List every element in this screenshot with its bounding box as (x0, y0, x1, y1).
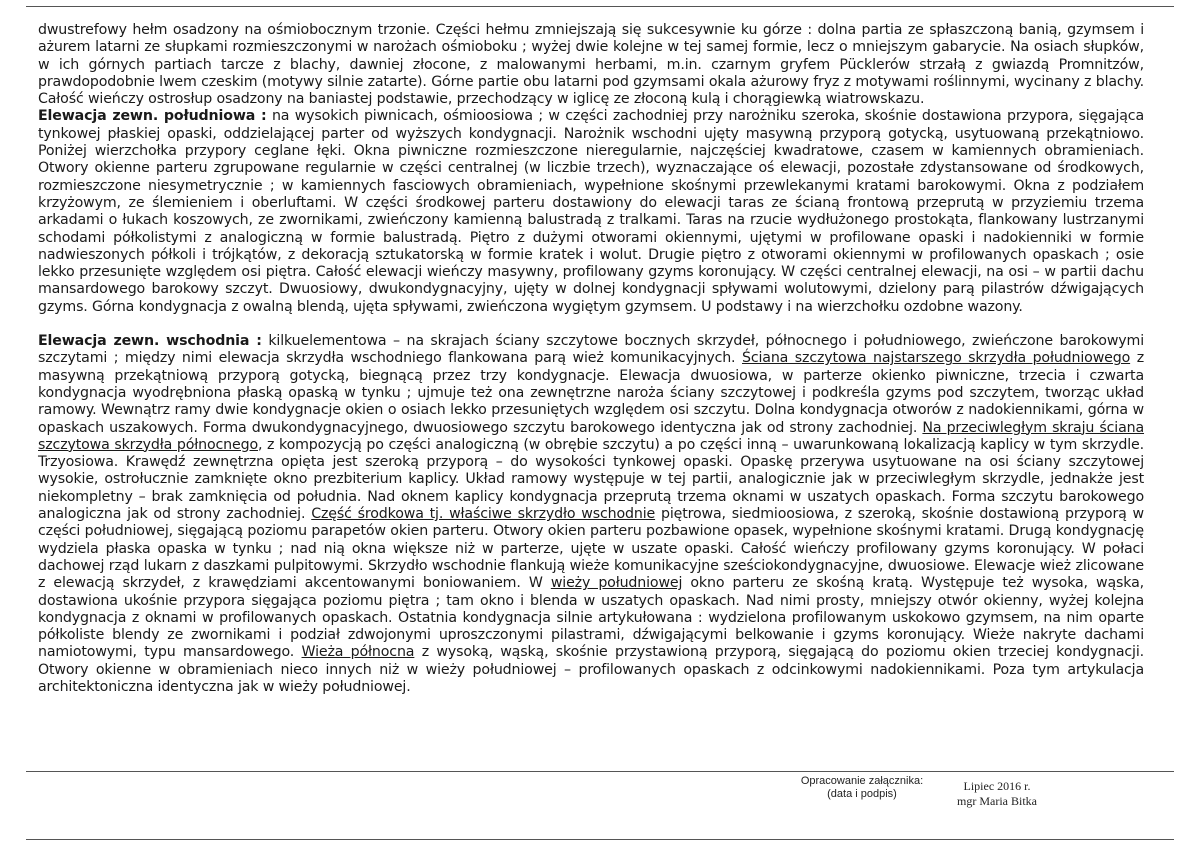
underlined-central-part: Część środkowa tj. właściwe skrzydło wschodnie (311, 506, 656, 523)
footer-label-line1: Opracowanie załącznika: (800, 775, 924, 787)
underlined-south-gable: Ściana szczytowa najstarszego skrzydła południowego (742, 350, 1131, 367)
footer-attachment-label (792, 775, 932, 801)
underlined-north-tower: Wieża północna (301, 644, 415, 661)
text-east-1: kilkuelementowa – na skrajach ściany szczytowe bocznych skrzydeł, północnego i południowego, zwieńczone barokowymi szczytami ; między nimi elewacja skrzydła wschodniego flankowana parą wież komunikacyjnych. (38, 333, 1145, 367)
top-border-line (26, 6, 1174, 7)
bottom-border-line (26, 771, 1174, 772)
text-east-2: z masywną przekątniową przyporą gotycką, biegnącą przez trzy kondygnacje. Elewacja dwuosiowa, w parterze okienko piwniczne, trzecia i czwarta kondygnacja wyodrębniona płaską opaską w tynku ; ujmuje też ona zewnętrzne naroża ściany szczytowej i podkreśla gzyms pod szczytem, tworząc układ ramowy. Wewnątrz ramy dwie kondygnacje okien o osiach lekko przesuniętych względem osi szczytu. Dolna kondygnacja otworów z nadokiennikami, górna w opaskach uszakowych. Forma dwukondygnacyjnego, dwuosiowego szczytu barokowego identyczna jak od strony zachodniej. (38, 350, 1144, 436)
text-east-5: okno parteru ze skośną kratą. Występuje też wysoka, wąska, dostawiona ukośnie przypora sięgająca poziomu piętra ; tam okno i blenda w uszatych opaskach. Nad nimi prosty, mniejszy otwór okienny, wyżej kolejna kondygnacja z oknami w profilowanych opaskach. Ostatnia kondygnacja silnie artykułowana : wydzielona profilowanym uskokowo gzymsem, na nim oparte półkoliste blendy ze zwornikami i podział zdwojonymi uproszczonymi pilastrami, dźwigającymi belkowanie i gzyms koronujący. Wieże nakryte dachami namiotowymi, typu mansardowego. (38, 575, 1144, 661)
paragraph-south-elevation (38, 108, 1144, 316)
document-body (38, 22, 1144, 696)
text-east-6: z wysoką, wąską, skośnie przystawioną przyporą, sięgającą do poziomu okien trzeciej kondygnacji. Otwory okienne w obramieniach nieco innych niż w wieży południowej – profilowanych opaskach z odcinkowymi nadokiennikami. Poza tym artykulacja architektoniczna identyczna jak w wieży południowej. (38, 644, 1144, 695)
paragraph-east-elevation (38, 333, 1144, 696)
text-east-3: , z kompozycją po części analogiczną (w obrębie szczytu) a po części inną – uwarunkowaną lokalizacją kaplicy w tym skrzydle. Trzyosiowa. Krawędź zewnętrzna opięta jest szeroką przyporą – do wysokości tynkowej opaski. Opaskę przerywa usytuowane na osi ściany szczytowej wysokie, ostrołucznie zamknięte okno prezbiterium kaplicy. Układ ramowy występuje w tej partii, analogicznie jak w przeciwległym skrzydle, jednakże jest niekompletny – brak zamknięcia od południa. Nad oknem kaplicy kondygnacja przeprutą trzema oknami w uszatych opaskach. Forma szczytu barokowego analogiczna jak od strony zachodniej. (38, 436, 1144, 523)
footer-signature (952, 779, 1042, 809)
text-east-4: piętrowa, siedmioosiowa, z szeroką, skośnie dostawioną przyporą w części południowej, sięgającą poziomu parapetów okien parteru. Otwory okien parteru pozbawione opasek, wypełnione skośnymi kratami. Drugą kondygnację wydziela płaska opaska w tynku ; nad nią okna większe niż w parterze, ujęte w uszate opaski. Całość wieńczy profilowany gzyms koronujący. W połaci dachowej rząd lukarn z daszkami pulpitowymi. Skrzydło wschodnie flankują wieże komunikacyjne sześciokondygnacyjne, dwuosiowe. Elewacje wież zlicowane z elewacją skrzydeł, z krawędziami akcentowanymi boniowaniem. W (38, 506, 1145, 592)
heading-south-elevation: Elewacja zewn. południowa : (38, 108, 267, 125)
footer-author: mgr Maria Bitka (957, 794, 1037, 808)
underlined-south-tower: wieży południowej (550, 575, 683, 592)
underlined-north-gable: Na przeciwległym skraju ściana szczytowa skrzydła północnego (38, 419, 1145, 453)
footer-date: Lipiec 2016 r. (963, 779, 1031, 793)
text-south-elevation: na wysokich piwnicach, ośmioosiowa ; w części zachodniej przy narożniku szeroka, skośnie dostawiona przypora, sięgająca tynkowej płaskiej opaski, oddzielającej parter od wyższych kondygnacji. Narożnik wschodni ujęty masywną przyporą gotycką, usytuowaną przekątniowo. Poniżej wierzchołka przypory ceglane łęki. Okna piwniczne rozmieszczone nieregularnie, najczęściej kwadratowe, czasem w kamiennych obramieniach. Otwory okienne parteru zgrupowane regularnie w części centralnej (w liczbie trzech), wyznaczające oś elewacji, pozostałe zdystansowane od środkowych, rozmieszczone niesymetrycznie ; w kamiennych fasciowych obramieniach, wypełnione skośnymi przewlekanymi kratami barokowymi. Okna z podziałem krzyżowym, ze ślemieniem i oberluftami. W części środkowej parteru dostawiony do elewacji taras ze ścianą frontową przeprutą w przyziemiu trzema arkadami o łukach koszowych, ze zwornikami, zwieńczony kamienną balustradą z tralkami. Taras na rzucie wydłużonego prostokąta, flankowany lustrzanymi schodami półkolistymi z analogiczną w formie balustradą. Piętro z dużymi otworami okiennymi, ujętymi w profilowane opaski i nadokienniki w formie nadwieszonych półkoli i trójkątów, z dekoracją sztukatorską w formie kratek i wolut. Drugie piętro z otworami okiennymi w profilowanych opaskach ; osie lekko przesunięte względem osi piętra. Całość elewacji wieńczy masywny, profilowany gzyms koronujący. W części centralnej elewacji, na osi – w partii dachu mansardowego barokowy szczyt. Dwuosiowy, dwukondygnacyjny, ujęty w dolnej kondygnacji spływami wolutowymi, dzielony parą pilastrów dźwigających gzyms. Górna kondygnacja z owalną blendą, ujęta spływami, zwieńczona wygiętym gzymsem. U podstawy i na wierzchołku ozdobne wazony. (38, 108, 1144, 315)
heading-east-elevation: Elewacja zewn. wschodnia : (38, 333, 262, 350)
footer-border-line (26, 839, 1174, 840)
footer-label-line2: (data i podpis) (827, 788, 897, 800)
paragraph-helmet-description: dwustrefowy hełm osadzony na ośmiobocznym trzonie. Części hełmu zmniejszają się sukcesywnie ku górze : dolna partia ze spłaszczoną banią, gzymsem i ażurem latarni ze słupkami rozmieszczonymi w narożach ośmioboku ; wyżej dwie kolejne w tej samej formie, lecz o mniejszym gabarycie. Na osiach słupków, w ich górnych partiach tarcze z blachy, dawniej złocone, z malowanymi herbami, m.in. czarnym gryfem Pücklerów strzałą z gwiazdą Promnitzów, prawdopodobnie lwem czeskim (motywy silnie zatarte). Górne partie obu latarni pod gzymsami okala ażurowy fryz z motywami roślinnymi, wycinany z blachy. Całość wieńczy ostrosłup osadzony na baniastej podstawie, przechodzący w iglicę ze złoconą kulą i chorągiewką wiatrowskazu. (38, 22, 1144, 108)
